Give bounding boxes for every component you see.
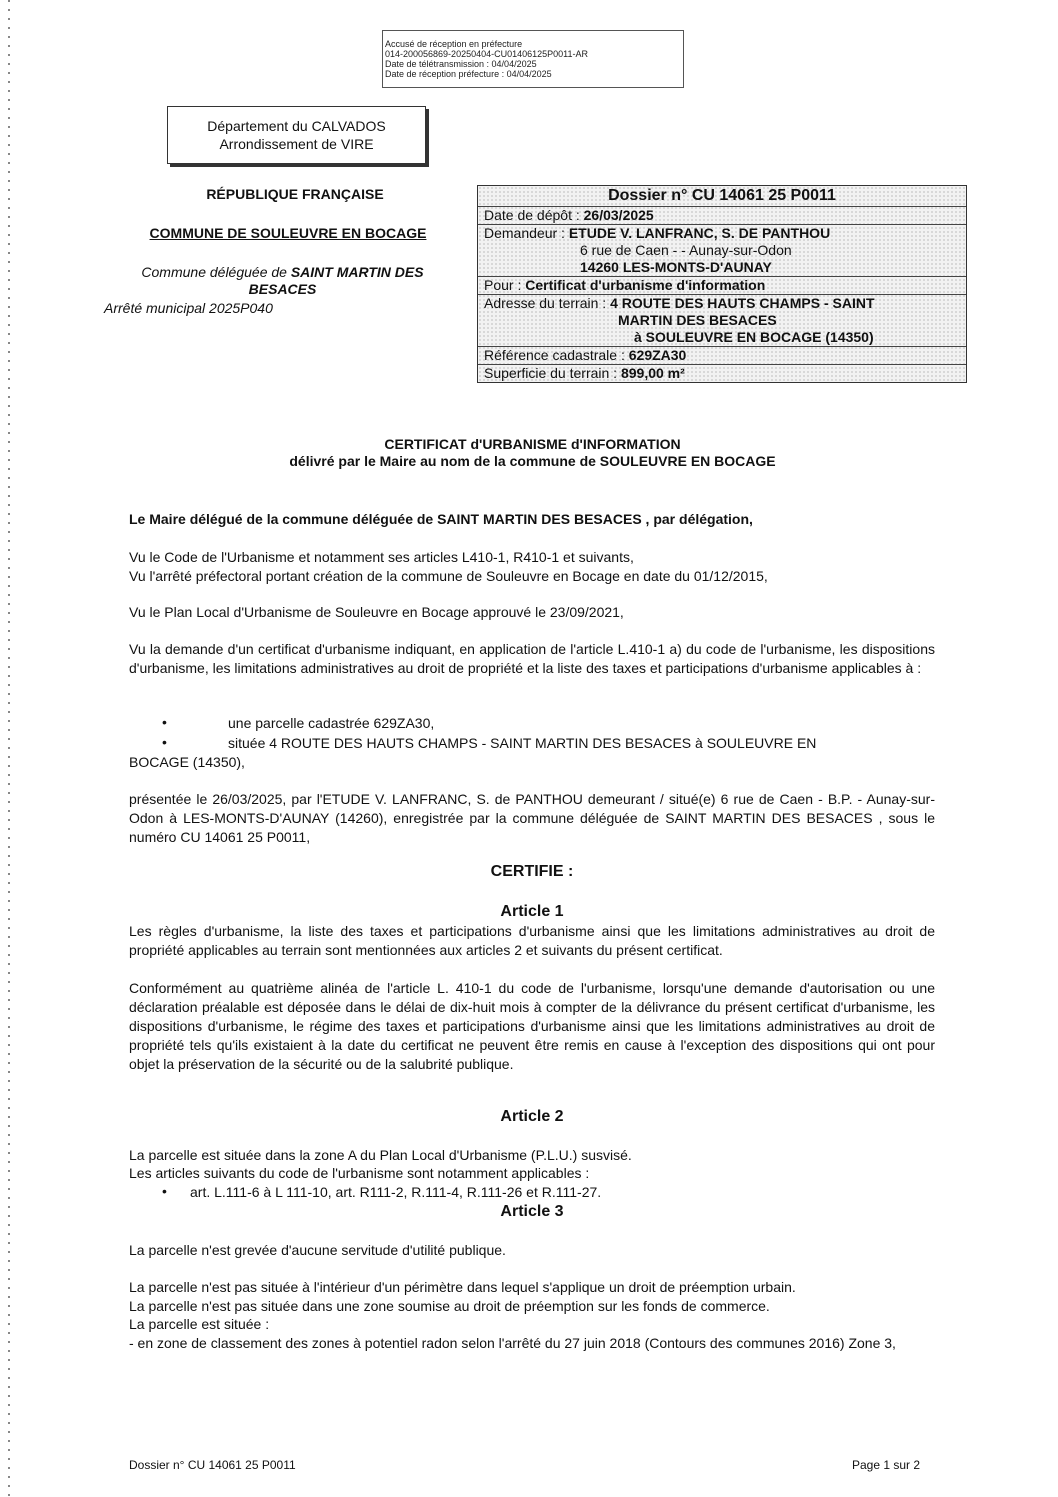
accuse-line: Accusé de réception en préfecture (385, 39, 523, 49)
article-1-paragraph-2: Conformément au quatrième alinéa de l'article L. 410-1 du code de l'urbanisme, lorsqu'une demande d'autorisation ou une déclaration préalable est déposée dans le délai de dix-huit mois à compter de la délivrance du présent certificat d'urbanisme, les dispositions d'urbanisme, le régime des taxes et participations d'urbanisme ainsi que les limitations administratives au droit de propriété tels qu'ils existaient à la date du certificat ne peuvent être remis en cause à l'exception des dispositions qui ont pour objet la préservation de la sécurité ou de la salubrité publique. (129, 980, 935, 1072)
article-2-articles: Les articles suivants du code de l'urbanisme sont notamment applicables : (129, 1165, 590, 1181)
certificate-title-line1: CERTIFICAT d'URBANISME d'INFORMATION (384, 436, 681, 452)
bullet-parcelle: une parcelle cadastrée 629ZA30, (228, 715, 435, 731)
dossier-row-adresse (478, 295, 966, 347)
adresse-value-2: MARTIN DES BESACES (618, 312, 777, 328)
superficie-value: 899,00 m² (620, 365, 685, 381)
bullet-situee-1: située 4 ROUTE DES HAUTS CHAMPS - SAINT MARTIN DES BESACES à SOULEUVRE EN (228, 735, 817, 751)
vu-code-urbanisme: Vu le Code de l'Urbanisme et notamment ses articles L410-1, R410-1 et suivants, (129, 549, 634, 565)
superficie-label: Superficie du terrain : (484, 365, 621, 381)
article-3-heading: Article 3 (500, 1203, 564, 1220)
dossier-row-depot (478, 207, 966, 225)
vu-arrete-prefectoral: Vu l'arrêté préfectoral portant création de la commune de Souleuvre en Bocage en date du 01/12/2015, (129, 568, 768, 584)
certificate-title (200, 436, 865, 470)
scan-margin-marks (8, 0, 10, 1497)
article-2-heading: Article 2 (500, 1108, 564, 1125)
maire-statement: Le Maire délégué de la commune déléguée de SAINT MARTIN DES BESACES , par délégation, (129, 511, 753, 527)
adresse-value: 4 ROUTE DES HAUTS CHAMPS - SAINT (610, 295, 875, 311)
footer-page-number: Page 1 sur 2 (852, 1458, 921, 1472)
article-2-zone: La parcelle est située dans la zone A du Plan Local d'Urbanisme (P.L.U.) susvisé. (129, 1147, 632, 1163)
demandeur-value: ETUDE V. LANFRANC, S. DE PANTHOU (568, 225, 831, 241)
article-3-preemption-commerce: La parcelle n'est pas située dans une zone soumise au droit de préemption sur les fonds de commerce. (129, 1298, 770, 1314)
arrondissement-prefix: Arrondissement de (219, 136, 341, 152)
article-3-radon: - en zone de classement des zones à potentiel radon selon l'arrêté du 27 juin 2018 (Contours des communes 2016) Zone 3, (129, 1335, 896, 1351)
depot-label: Date de dépôt : (484, 207, 584, 223)
bullet-situee-2: BOCAGE (14350), (129, 754, 245, 770)
arrondissement-line (168, 135, 425, 153)
dossier-row-superficie (478, 365, 966, 382)
departement-box (167, 106, 426, 164)
article-1-paragraph-1: Les règles d'urbanisme, la liste des taxes et participations d'urbanisme ainsi que les limitations administratives au droit de propriété applicables au terrain sont mentionnées aux articles 2 et suivants du présent certificat. (129, 923, 935, 958)
pour-label: Pour : (484, 277, 526, 293)
adresse-value-3: à SOULEUVRE EN BOCAGE (14350) (634, 329, 874, 345)
departement-prefix: Département du (207, 118, 312, 134)
delegue-prefix: Commune déléguée de (141, 264, 291, 280)
accuse-line: Date de télétransmission : 04/04/2025 (385, 59, 537, 69)
footer-dossier-number: Dossier n° CU 14061 25 P0011 (129, 1458, 296, 1472)
certifie-heading: CERTIFIE : (490, 863, 574, 880)
departement-line (168, 117, 425, 135)
accuse-line: Date de réception préfecture : 04/04/2025 (385, 69, 552, 79)
dossier-row-pour (478, 277, 966, 295)
demandeur-label: Demandeur : (484, 225, 569, 241)
bullet-dot: • (162, 714, 167, 730)
departement-name: CALVADOS (311, 118, 386, 134)
arrete-municipal: Arrêté municipal 2025P040 (104, 300, 273, 316)
certificate-title-line2: délivré par le Maire au nom de la commune de SOULEUVRE EN BOCAGE (289, 453, 776, 469)
article-1-heading: Article 1 (500, 903, 564, 920)
accuse-reception-stamp (382, 30, 684, 88)
article-3-servitude: La parcelle n'est grevée d'aucune servitude d'utilité publique. (129, 1242, 506, 1258)
depot-value: 26/03/2025 (583, 207, 654, 223)
dossier-row-reference (478, 347, 966, 365)
reference-label: Référence cadastrale : (484, 347, 629, 363)
article-2-bullet: art. L.111-6 à L 111-10, art. R111-2, R.111-4, R.111-26 et R.111-27. (190, 1184, 602, 1200)
dossier-box (477, 185, 967, 383)
reference-value: 629ZA30 (628, 347, 687, 363)
adresse-label: Adresse du terrain : (484, 295, 611, 311)
demandeur-address-2: 14260 LES-MONTS-D'AUNAY (580, 259, 772, 275)
arrondissement-name: VIRE (340, 136, 374, 152)
accuse-line: 014-200056869-20250404-CU01406125P0011-AR (385, 49, 588, 59)
article-3-preemption-urbain: La parcelle n'est pas située à l'intérieur d'un périmètre dans lequel s'applique un droit de préemption urbain. (129, 1279, 796, 1295)
commune-heading: COMMUNE DE SOULEUVRE EN BOCAGE (149, 225, 427, 241)
demandeur-address-1: 6 rue de Caen - - Aunay-sur-Odon (580, 242, 792, 258)
vu-plu: Vu le Plan Local d'Urbanisme de Souleuvre en Bocage approuvé le 23/09/2021, (129, 604, 624, 620)
pour-value: Certificat d'urbanisme d'information (525, 277, 766, 293)
bullet-dot: • (162, 734, 167, 750)
article-3-situee: La parcelle est située : (129, 1316, 270, 1332)
republique-heading: RÉPUBLIQUE FRANÇAISE (206, 186, 384, 202)
delegue-name: SAINT MARTIN DES BESACES (248, 264, 424, 297)
commune-deleguee (110, 264, 455, 298)
bullet-dot: • (162, 1183, 167, 1199)
dossier-title: Dossier n° CU 14061 25 P0011 (478, 186, 966, 207)
vu-demande: Vu la demande d'un certificat d'urbanisme indiquant, en application de l'article L.410-1 a) du code de l'urbanisme, les dispositions d'urbanisme, les limitations administratives au droit de propriété et la liste des taxes et participations d'urbanisme applicables à : (129, 641, 935, 676)
presentee-paragraph: présentée le 26/03/2025, par l'ETUDE V. LANFRANC, S. de PANTHOU demeurant / situé(e) 6 rue de Caen - B.P. - Aunay-sur-Odon à LES-MONTS-D'AUNAY (14260), enregistrée par la commune déléguée de SAINT MARTIN DES BESACES , sous le numéro CU 14061 25 P0011, (129, 791, 935, 845)
dossier-row-demandeur (478, 225, 966, 277)
